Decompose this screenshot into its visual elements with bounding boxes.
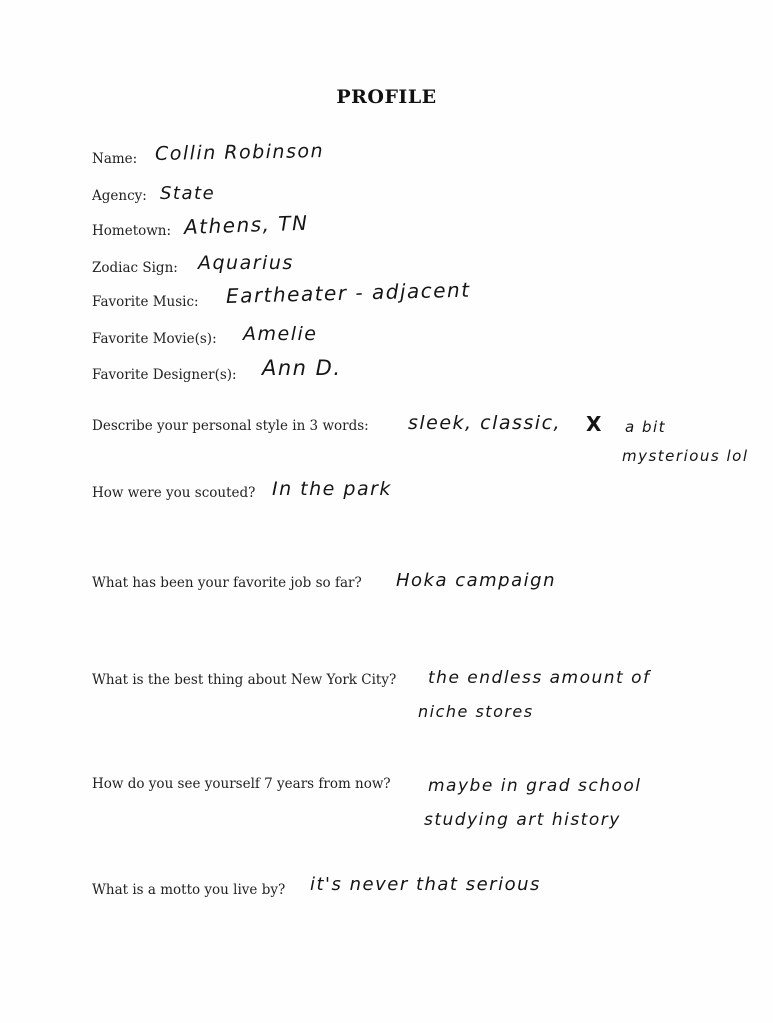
agency-label: Agency: xyxy=(92,188,147,204)
future-question-label: How do you see yourself 7 years from now? xyxy=(92,776,391,792)
scouted-answer: In the park xyxy=(272,478,392,500)
music-answer: Eartheater - adjacent xyxy=(225,277,471,308)
struck-mark: X xyxy=(586,412,602,436)
zodiac-label: Zodiac Sign: xyxy=(92,260,178,276)
movie-answer: Amelie xyxy=(243,323,318,345)
favorite-job-question-label: What has been your favorite job so far? xyxy=(92,575,362,591)
name-answer: Collin Robinson xyxy=(154,140,325,165)
favorite-job-answer: Hoka campaign xyxy=(396,570,556,591)
motto-question-label: What is a motto you live by? xyxy=(92,882,286,898)
page-title: PROFILE xyxy=(336,86,437,108)
designer-answer: Ann D. xyxy=(262,356,342,380)
nyc-answer-line2: niche stores xyxy=(418,702,534,721)
name-label: Name: xyxy=(92,151,138,167)
zodiac-answer: Aquarius xyxy=(198,252,294,274)
music-label: Favorite Music: xyxy=(92,294,199,310)
motto-answer: it's never that serious xyxy=(310,874,541,895)
scouted-question-label: How were you scouted? xyxy=(92,485,256,501)
future-answer-line2: studying art history xyxy=(424,810,621,830)
style-answer-line1: sleek, classic, xyxy=(408,412,562,434)
style-answer-line1b: a bit xyxy=(625,418,667,436)
nyc-question-label: What is the best thing about New York City? xyxy=(92,672,397,688)
style-answer-line2: mysterious lol xyxy=(622,447,749,465)
agency-answer: State xyxy=(160,183,216,204)
designer-label: Favorite Designer(s): xyxy=(92,367,237,383)
movie-label: Favorite Movie(s): xyxy=(92,331,217,347)
hometown-answer: Athens, TN xyxy=(183,210,309,239)
future-answer-line1: maybe in grad school xyxy=(428,776,642,796)
nyc-answer-line1: the endless amount of xyxy=(428,668,651,688)
style-question-label: Describe your personal style in 3 words: xyxy=(92,418,369,434)
hometown-label: Hometown: xyxy=(92,223,172,239)
